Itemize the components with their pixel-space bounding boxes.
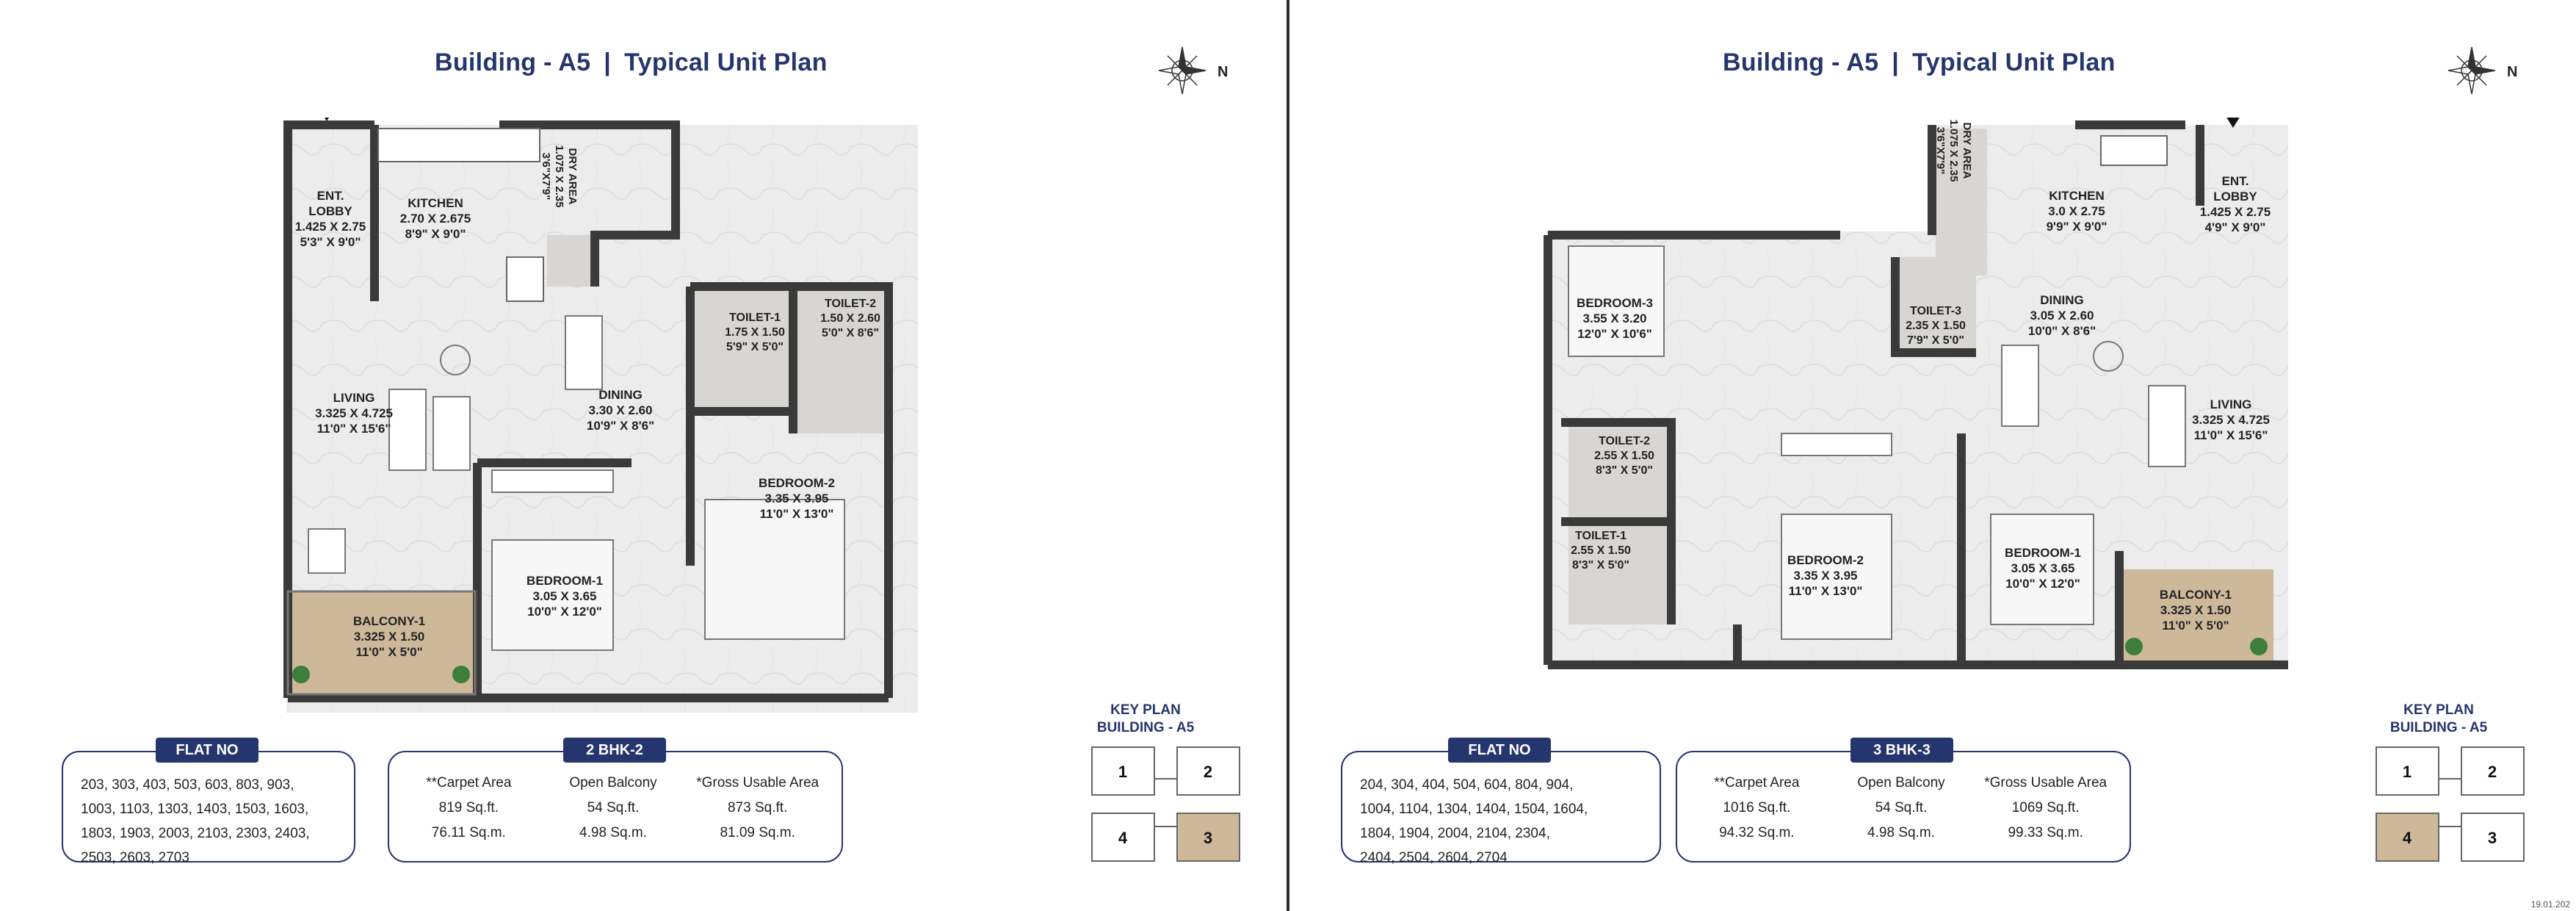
ent-lobby-label-2: LOBBY: [2213, 190, 2257, 204]
wardrobe: [1781, 433, 1892, 455]
gross-usable-header: *Gross Usable Area: [1984, 775, 2108, 791]
svg-text:BALCONY-13.325 X 1.5011'0" X 5: [353, 614, 425, 659]
toilet1-dim-ft: 5'9" X 5'0": [726, 341, 784, 353]
key-plan-label: KEY PLAN: [2403, 702, 2474, 718]
sofa: [389, 389, 426, 470]
toilet2-label: TOILET-2: [1599, 435, 1650, 447]
area-table: [397, 775, 830, 841]
dry-area-dim-m: 1.075 X 2.35: [1947, 119, 1960, 182]
svg-text:TOILET-11.75 X 1.505'9" X 5'0": [725, 312, 785, 353]
compass-icon: [1153, 41, 1234, 100]
dining-table: [565, 316, 602, 389]
gross-usable-sqft: 1069 Sq.ft.: [2011, 800, 2080, 815]
flat-no-line: 1803, 1903, 2003, 2103, 2303, 2403,: [81, 826, 310, 841]
toilet3-dim-ft: 7'9" X 5'0": [1907, 334, 1964, 347]
bhk-tag: 3 BHK-3: [1850, 738, 1953, 763]
toilet2-dim-m: 2.55 X 1.50: [1594, 450, 1654, 462]
living-dim-ft: 11'0" X 15'6": [2193, 428, 2268, 442]
dry-area-label: DRY AREA: [566, 148, 579, 205]
dining-label: DINING: [2040, 293, 2084, 307]
key-cell-4-highlighted: 4: [2402, 829, 2412, 847]
carpet-area-sqft: 819 Sq.ft.: [438, 800, 499, 815]
dry-area-dim-m: 1.075 X 2.35: [553, 145, 565, 208]
flat-no-tag: FLAT NO: [1448, 738, 1551, 763]
ent-lobby-label-1: ENT.: [2221, 174, 2249, 188]
area-table: [1685, 775, 2118, 841]
footer-date: 19.01.202: [2530, 899, 2570, 910]
open-balcony-sqm: 4.98 Sq.m.: [1867, 825, 1935, 840]
key-cell-2: 2: [1203, 763, 1213, 781]
wardrobe: [492, 470, 613, 492]
kitchen-counter: [378, 129, 540, 162]
toilet1-label: TOILET-1: [1575, 530, 1627, 542]
toilet2-label: TOILET-2: [825, 298, 876, 310]
key-plan-diagram: [2375, 746, 2525, 863]
svg-text:DRY AREA1.075 X 2.353'6"X7'9": [1934, 119, 1973, 181]
dining-label: DINING: [598, 388, 643, 402]
left-page: [0, 0, 1287, 911]
title-building: Building - A5: [1723, 48, 1879, 76]
open-balcony-sqft: 54 Sq.ft.: [1875, 800, 1928, 815]
bedroom1-label: BEDROOM-1: [2005, 546, 2081, 560]
flat-no-list: [81, 773, 310, 870]
dining-dim-ft: 10'9" X 8'6": [586, 419, 655, 433]
dry-area-label: DRY AREA: [1961, 122, 1973, 179]
key-cell-1: 1: [2402, 763, 2412, 781]
toilet2-dim-m: 1.50 X 2.60: [820, 312, 880, 325]
bedroom1-dim-m: 3.05 X 3.65: [532, 589, 597, 603]
living-label: LIVING: [333, 391, 375, 405]
key-cell-2: 2: [2487, 763, 2497, 781]
gross-usable-sqm: 81.09 Sq.m.: [720, 825, 795, 840]
toilet2-dim-ft: 5'0" X 8'6": [822, 327, 879, 339]
flat-no-line: 1004, 1104, 1304, 1404, 1504, 1604,: [1360, 802, 1588, 817]
carpet-area-header: **Carpet Area: [426, 775, 512, 791]
ent-lobby-label-2: LOBBY: [308, 204, 352, 218]
sofa: [2149, 386, 2185, 467]
key-cell-1: 1: [1118, 763, 1128, 781]
kitchen-label: KITCHEN: [408, 196, 463, 210]
carpet-area-header: **Carpet Area: [1714, 775, 1800, 791]
compass-label: N: [1218, 64, 1229, 80]
open-balcony-sqm: 4.98 Sq.m.: [579, 825, 647, 840]
title-plan: Typical Unit Plan: [624, 48, 828, 76]
bedroom2-label: BEDROOM-2: [1787, 553, 1864, 567]
dining-table: [2002, 345, 2038, 426]
living-dim-m: 3.325 X 4.725: [2192, 413, 2270, 427]
kitchen-dim-ft: 9'9" X 9'0": [2046, 220, 2108, 234]
svg-text:TOILET-32.35 X 1.507'9" X 5'0": [1906, 305, 1966, 347]
ent-lobby-dim-m: 1.425 X 2.75: [294, 220, 366, 234]
open-balcony-header: Open Balcony: [1857, 775, 1945, 791]
dry-area-dim-ft: 3'6"X7'9": [540, 152, 552, 201]
balcony1-dim-m: 3.325 X 1.50: [2160, 603, 2232, 617]
plant-icon: [2250, 638, 2268, 655]
living-dim-ft: 11'0" X 15'6": [316, 422, 391, 436]
svg-text:TOILET-21.50 X 2.605'0" X 8'6": [820, 298, 880, 339]
flat-no-tag: FLAT NO: [156, 738, 258, 763]
svg-text:TOILET-22.55 X 1.508'3" X 5'0": [1594, 435, 1654, 477]
open-balcony-header: Open Balcony: [569, 775, 657, 791]
key-cell-4: 4: [1118, 829, 1128, 847]
flat-no-line: 204, 304, 404, 504, 604, 804, 904,: [1360, 777, 1574, 793]
bedroom3-label: BEDROOM-3: [1577, 296, 1653, 310]
toilet2-dim-ft: 8'3" X 5'0": [1596, 464, 1653, 477]
key-cell-3-highlighted: 3: [1203, 829, 1213, 847]
svg-text:DRY AREA1.075 X 2.353'6"X7'9": [540, 145, 579, 207]
toilet1-label: TOILET-1: [729, 312, 781, 324]
ent-lobby-dim-ft: 5'3" X 9'0": [300, 235, 361, 249]
balcony1-dim-ft: 11'0" X 5'0": [2162, 619, 2229, 633]
flat-no-line: 203, 303, 403, 503, 603, 803, 903,: [81, 777, 294, 793]
gross-usable-sqm: 99.33 Sq.m.: [2008, 825, 2083, 840]
kitchen-label: KITCHEN: [2049, 189, 2105, 203]
svg-text:TOILET-12.55 X 1.508'3" X 5'0": [1571, 530, 1631, 572]
compass-label: N: [2507, 64, 2518, 80]
living-label: LIVING: [2210, 397, 2252, 411]
right-page: [1289, 0, 2576, 911]
carpet-area-sqm: 94.32 Sq.m.: [1719, 825, 1795, 840]
bedroom2-label: BEDROOM-2: [759, 476, 835, 490]
plant-icon: [2125, 638, 2143, 655]
bedroom1-dim-m: 3.05 X 3.65: [2011, 561, 2075, 575]
carpet-area-sqft: 1016 Sq.ft.: [1723, 800, 1791, 815]
key-plan-title: [2376, 702, 2501, 737]
compass-icon: [2442, 41, 2523, 100]
title-separator: |: [604, 48, 612, 76]
svg-text:BEDROOM-33.55 X 3.2012'0" X 10: [1577, 296, 1653, 341]
dining-dim-m: 3.05 X 2.60: [2030, 309, 2094, 323]
kitchen-dim-ft: 8'9" X 9'0": [405, 227, 466, 241]
gross-usable-header: *Gross Usable Area: [696, 775, 820, 791]
plant-icon: [292, 666, 310, 683]
floor-plan-2bhk: [279, 118, 940, 720]
bedroom1-label: BEDROOM-1: [527, 574, 603, 588]
key-plan-building: BUILDING - A5: [1096, 720, 1195, 735]
page-title: [1723, 48, 2116, 77]
key-cell-3: 3: [2487, 829, 2497, 847]
bedroom2-dim-ft: 11'0" X 13'0": [759, 507, 834, 521]
ent-lobby-dim-ft: 4'9" X 9'0": [2204, 220, 2266, 234]
plant-icon: [452, 666, 470, 683]
bedroom1-dim-ft: 10'0" X 12'0": [2005, 577, 2080, 591]
flat-no-line: 2503, 2603, 2703: [81, 850, 189, 865]
bedroom2-dim-m: 3.35 X 3.95: [1793, 569, 1858, 583]
svg-text:BEDROOM-23.35 X 3.9511'0" X 13: [1787, 553, 1864, 598]
svg-text:BEDROOM-23.35 X 3.9511'0" X 13: [759, 476, 835, 521]
flat-no-line: 1804, 1904, 2004, 2104, 2304,: [1360, 826, 1550, 841]
carpet-area-sqm: 76.11 Sq.m.: [431, 825, 506, 840]
open-balcony-sqft: 54 Sq.ft.: [587, 800, 640, 815]
ent-lobby-label-1: ENT.: [316, 189, 344, 203]
svg-text:BEDROOM-13.05 X 3.6510'0" X 12: [527, 574, 603, 619]
bedroom2-dim-m: 3.35 X 3.95: [764, 491, 829, 505]
kitchen-dim-m: 3.0 X 2.75: [2048, 204, 2105, 218]
svg-text:BALCONY-13.325 X 1.5011'0" X 5: [2160, 588, 2232, 633]
toilet1-dim-m: 2.55 X 1.50: [1571, 544, 1631, 557]
toilet3-dim-m: 2.35 X 1.50: [1906, 320, 1966, 332]
key-plan-building: BUILDING - A5: [2389, 720, 2488, 735]
key-plan-title: [1083, 702, 1208, 737]
dining-dim-ft: 10'0" X 8'6": [2027, 324, 2096, 338]
bhk-tag: 2 BHK-2: [563, 738, 666, 763]
bedroom2-dim-ft: 11'0" X 13'0": [1788, 584, 1863, 598]
dry-area-floor: [547, 235, 595, 287]
title-plan: Typical Unit Plan: [1912, 48, 2116, 76]
bedroom3-dim-m: 3.55 X 3.20: [1582, 312, 1647, 325]
toilet1-dim-ft: 8'3" X 5'0": [1572, 559, 1629, 572]
svg-text:KITCHEN3.0 X 2.759'9" X 9'0": [2047, 189, 2108, 234]
living-dim-m: 3.325 X 4.725: [315, 406, 393, 420]
gross-usable-sqft: 873 Sq.ft.: [727, 800, 788, 815]
flat-no-line: 1003, 1103, 1303, 1403, 1503, 1603,: [81, 802, 309, 817]
title-building: Building - A5: [435, 48, 591, 76]
balcony1-dim-m: 3.325 X 1.50: [353, 630, 425, 644]
floor-plan-3bhk: [1539, 118, 2303, 698]
page-title: [435, 48, 828, 77]
svg-text:KITCHEN2.70 X 2.6758'9" X 9'0": [400, 196, 471, 241]
balcony1-label: BALCONY-1: [2159, 588, 2232, 602]
kitchen-counter: [2101, 136, 2167, 165]
flat-no-list: [1360, 773, 1588, 870]
key-plan-label: KEY PLAN: [1110, 702, 1181, 718]
kitchen-dim-m: 2.70 X 2.675: [399, 212, 471, 226]
svg-text:BEDROOM-13.05 X 3.6510'0" X 12: [2005, 546, 2081, 591]
key-plan-diagram: [1090, 746, 1241, 863]
dining-dim-m: 3.30 X 2.60: [588, 403, 653, 417]
balcony1-dim-ft: 11'0" X 5'0": [355, 645, 423, 659]
bedroom1-dim-ft: 10'0" X 12'0": [527, 605, 602, 619]
balcony1-label: BALCONY-1: [352, 614, 426, 628]
toilet3-label: TOILET-3: [1910, 305, 1961, 317]
ent-lobby-dim-m: 1.425 X 2.75: [2199, 205, 2271, 219]
bedroom3-dim-ft: 12'0" X 10'6": [1577, 327, 1652, 341]
title-separator: |: [1892, 48, 1900, 76]
toilet1-dim-m: 1.75 X 1.50: [725, 326, 785, 339]
dry-area-dim-ft: 3'6"X7'9": [1934, 126, 1947, 175]
flat-no-line: 2404, 2504, 2604, 2704: [1360, 850, 1508, 865]
